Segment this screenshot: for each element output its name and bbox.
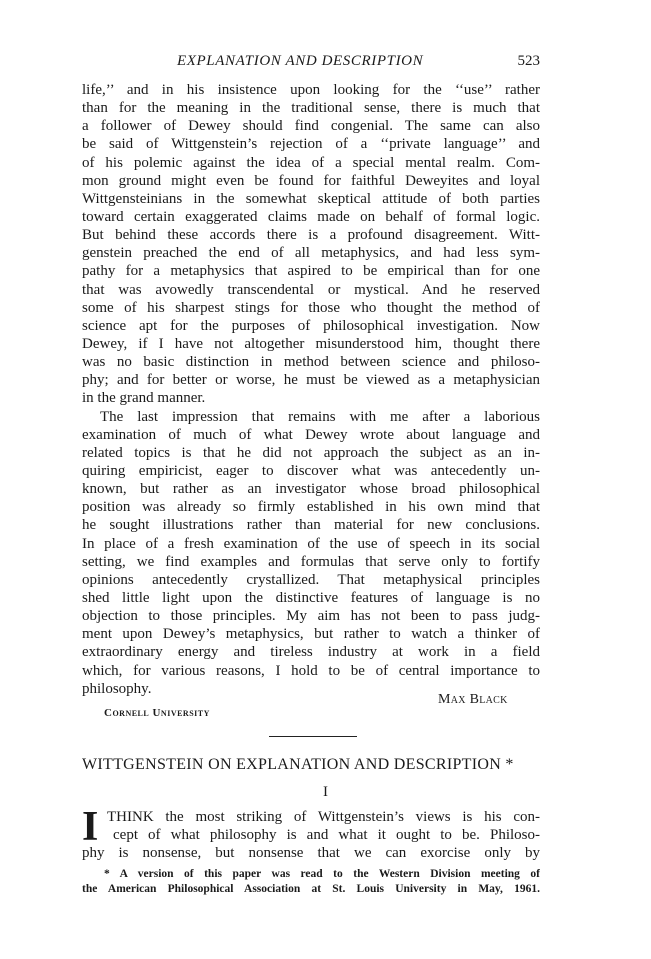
section-number: I bbox=[323, 784, 328, 800]
text-line: be said of Wittgenstein’s rejection of a ‘‘private language’’ and bbox=[82, 136, 540, 153]
text-line: Dewey, if I have not altogether misunderstood him, thought there bbox=[82, 335, 540, 352]
body-text bbox=[82, 81, 540, 698]
text-line: a follower of Dewey should find congenial. The same can also bbox=[82, 118, 540, 135]
section-divider bbox=[269, 736, 357, 737]
text-line: related topics is that he did not approach the subject as an in- bbox=[82, 444, 540, 461]
text-line: toward certain exaggerated claims made on behalf of formal logic. bbox=[82, 208, 540, 225]
article-title: WITTGENSTEIN ON EXPLANATION AND DESCRIPTION * bbox=[82, 756, 514, 773]
text-line: extraordinary energy and tireless industry at work in a field bbox=[82, 644, 540, 661]
text-line: setting, we find examples and formulas that serve only to fortify bbox=[82, 553, 540, 570]
text-line: examination of much of what Dewey wrote about language and bbox=[82, 426, 540, 443]
text-line: The last impression that remains with me after a laborious bbox=[100, 408, 540, 425]
text-line: that was avowedly transcendental or mystical. And he reserved bbox=[82, 281, 540, 298]
text-line: shed little light upon the distinctive features of language is no bbox=[82, 589, 540, 606]
text-line: which, for various reasons, I hold to be of central importance to bbox=[82, 662, 540, 679]
page-number: 523 bbox=[517, 53, 540, 69]
text-line: science apt for the purposes of philosophical investigation. Now bbox=[82, 317, 540, 334]
running-title: EXPLANATION AND DESCRIPTION bbox=[177, 53, 424, 69]
text-line: ment upon Dewey’s metaphysics, but rather to watch a thinker of bbox=[82, 626, 540, 643]
text-line: the American Philosophical Association at St. Louis University in May, 1961. bbox=[82, 883, 540, 895]
text-line: was no basic distinction in method between science and philoso- bbox=[82, 354, 540, 371]
text-line: In place of a fresh examination of the use of speech in its social bbox=[82, 535, 540, 552]
text-line: Wittgensteinians in the somewhat skeptical attitude of both parties bbox=[82, 190, 540, 207]
footnote bbox=[82, 867, 540, 897]
text-line: But behind these accords there is a profound disagreement. Witt- bbox=[82, 227, 540, 244]
text-line: than for the meaning in the traditional sense, there is much that bbox=[82, 100, 540, 117]
text-line: pathy for a metaphysics that aspired to be empirical than for one bbox=[82, 263, 540, 280]
text-line: phy is nonsense, but nonsense that we can exorcise only by bbox=[82, 845, 540, 861]
author-signature: Max Black bbox=[438, 692, 508, 707]
text-line: position was already so firmly established in his own mind that bbox=[82, 499, 540, 516]
text-line: he sought illustrations rather than material for new conclusions. bbox=[82, 517, 540, 534]
text-line: cept of what philosophy is and what it ought to be. Philoso- bbox=[113, 827, 540, 843]
text-line: in the grand manner. bbox=[82, 390, 206, 407]
running-header bbox=[82, 51, 540, 71]
text-line: known, but rather as an investigator whose broad philosophical bbox=[82, 481, 540, 498]
text-line: mon ground might even be found for faithful Deweyites and loyal bbox=[82, 172, 540, 189]
drop-cap: I bbox=[82, 804, 99, 850]
author-affiliation: Cornell University bbox=[104, 707, 210, 719]
text-line: some of his sharpest stings for those who thought the method of bbox=[82, 299, 540, 316]
text-line: quiring empiricist, eager to discover what was antecedently un- bbox=[82, 462, 540, 479]
text-line: phy; and for better or worse, he must be viewed as a metaphysician bbox=[82, 372, 540, 389]
text-line: genstein preached the end of all metaphysics, and had less sym- bbox=[82, 245, 540, 262]
text-line: of his polemic against the idea of a special mental realm. Com- bbox=[82, 154, 540, 171]
article-opening-paragraph bbox=[82, 804, 540, 862]
text-line: opinions antecedently crystallized. That metaphysical principles bbox=[82, 571, 540, 588]
text-line: * A version of this paper was read to the Western Division meeting of bbox=[104, 868, 540, 880]
text-line: objection to those principles. My aim has not been to pass judg- bbox=[82, 608, 540, 625]
text-line: THINK the most striking of Wittgenstein’s views is his con- bbox=[107, 809, 540, 825]
text-line: philosophy. bbox=[82, 680, 152, 697]
text-line: life,’’ and in his insistence upon looking for the ‘‘use’’ rather bbox=[82, 82, 540, 98]
